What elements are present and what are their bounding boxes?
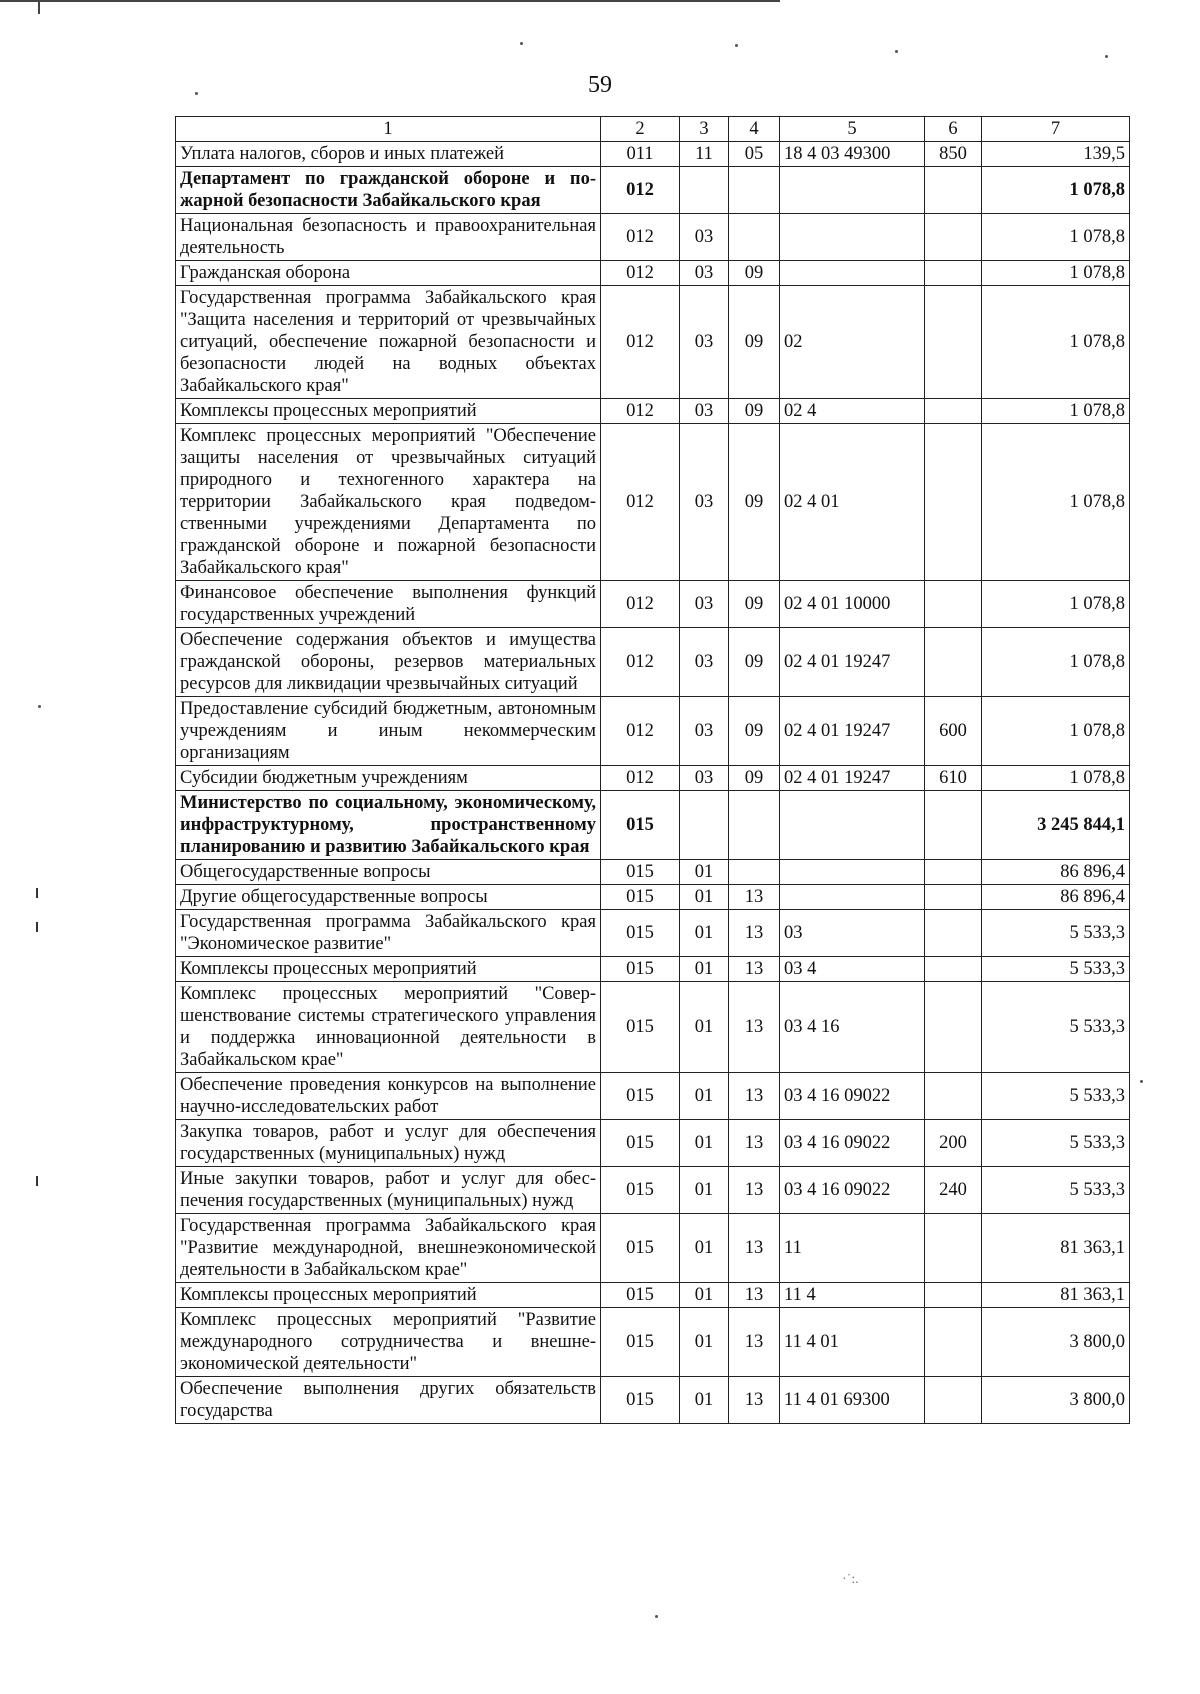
cell-admin-code: 012 bbox=[601, 697, 680, 766]
cell-amount: 3 800,0 bbox=[982, 1308, 1130, 1377]
cell-expense-type: 200 bbox=[925, 1120, 982, 1167]
cell-admin-code: 012 bbox=[601, 214, 680, 261]
cell-expense-type bbox=[925, 791, 982, 860]
cell-section: 03 bbox=[680, 581, 729, 628]
header-col-4: 4 bbox=[729, 117, 780, 142]
cell-section bbox=[680, 167, 729, 214]
header-col-5: 5 bbox=[780, 117, 925, 142]
cell-amount: 1 078,8 bbox=[982, 214, 1130, 261]
cell-amount: 1 078,8 bbox=[982, 424, 1130, 581]
cell-target-article bbox=[780, 791, 925, 860]
cell-admin-code: 012 bbox=[601, 286, 680, 399]
cell-target-article: 02 4 01 bbox=[780, 424, 925, 581]
cell-expense-type bbox=[925, 286, 982, 399]
scan-margin-mark bbox=[36, 1176, 38, 1186]
cell-target-article: 11 4 bbox=[780, 1283, 925, 1308]
scan-top-tick bbox=[38, 0, 40, 14]
table-row bbox=[176, 1120, 1130, 1167]
table-row bbox=[176, 697, 1130, 766]
scan-speck bbox=[895, 50, 898, 53]
cell-expense-type: 610 bbox=[925, 766, 982, 791]
cell-target-article bbox=[780, 860, 925, 885]
cell-amount: 139,5 bbox=[982, 142, 1130, 167]
table-row bbox=[176, 982, 1130, 1073]
scan-smudge: ·˙:. bbox=[842, 1572, 859, 1587]
scan-speck bbox=[735, 44, 738, 47]
cell-amount: 86 896,4 bbox=[982, 860, 1130, 885]
cell-subsection bbox=[729, 167, 780, 214]
cell-target-article: 03 4 16 09022 bbox=[780, 1167, 925, 1214]
cell-section: 01 bbox=[680, 910, 729, 957]
cell-section: 01 bbox=[680, 957, 729, 982]
table-row bbox=[176, 261, 1130, 286]
scan-margin-mark bbox=[36, 922, 38, 932]
cell-section: 01 bbox=[680, 885, 729, 910]
cell-admin-code: 015 bbox=[601, 1167, 680, 1214]
cell-admin-code: 015 bbox=[601, 791, 680, 860]
cell-section: 01 bbox=[680, 1167, 729, 1214]
cell-name: Общегосударственные вопросы bbox=[176, 860, 601, 885]
cell-name: Комплексы процессных мероприятий bbox=[176, 399, 601, 424]
cell-admin-code: 015 bbox=[601, 957, 680, 982]
cell-name: Комплексы процессных мероприятий bbox=[176, 1283, 601, 1308]
scan-top-rule bbox=[0, 0, 780, 2]
cell-amount: 1 078,8 bbox=[982, 581, 1130, 628]
cell-section: 01 bbox=[680, 982, 729, 1073]
cell-target-article: 03 4 16 09022 bbox=[780, 1120, 925, 1167]
table-row bbox=[176, 399, 1130, 424]
cell-amount: 3 245 844,1 bbox=[982, 791, 1130, 860]
cell-name: Обеспечение проведения конкурсов на выполнение научно-исследовательских работ bbox=[176, 1073, 601, 1120]
cell-subsection bbox=[729, 860, 780, 885]
cell-section: 03 bbox=[680, 628, 729, 697]
cell-name: Государственная программа Забайкальского края "Защита населения и территорий от чрезвычайных ситуаций, обеспечение пожарной безопасности и безопасности людей на водных объектах Забайкальского края" bbox=[176, 286, 601, 399]
cell-name: Уплата налогов, сборов и иных платежей bbox=[176, 142, 601, 167]
table-row bbox=[176, 1377, 1130, 1424]
cell-subsection bbox=[729, 791, 780, 860]
cell-expense-type: 240 bbox=[925, 1167, 982, 1214]
cell-amount: 1 078,8 bbox=[982, 286, 1130, 399]
cell-subsection: 13 bbox=[729, 1308, 780, 1377]
cell-name: Комплекс процессных мероприятий "Совершенствование системы стратегического управления и поддержка инновационной деятельности в Забайкальском крае" bbox=[176, 982, 601, 1073]
cell-expense-type bbox=[925, 628, 982, 697]
cell-expense-type bbox=[925, 1214, 982, 1283]
cell-amount: 5 533,3 bbox=[982, 1167, 1130, 1214]
cell-expense-type bbox=[925, 910, 982, 957]
cell-admin-code: 012 bbox=[601, 766, 680, 791]
cell-target-article: 02 4 01 10000 bbox=[780, 581, 925, 628]
cell-subsection: 13 bbox=[729, 910, 780, 957]
cell-amount: 5 533,3 bbox=[982, 982, 1130, 1073]
cell-admin-code: 011 bbox=[601, 142, 680, 167]
cell-expense-type bbox=[925, 214, 982, 261]
table-row bbox=[176, 1283, 1130, 1308]
cell-name: Комплексы процессных мероприятий bbox=[176, 957, 601, 982]
cell-amount: 5 533,3 bbox=[982, 1120, 1130, 1167]
budget-table bbox=[175, 116, 1130, 1424]
cell-name: Департамент по гражданской обороне и пожарной безопасности Забайкальского края bbox=[176, 167, 601, 214]
cell-name: Комплекс процессных мероприятий "Обеспечение защиты населения от чрезвычайных ситуаций природного и техногенного характера на территории Забайкальского края подведомственными учреждениями Департамента по гражданской обороне и пожарной безопасности Забайкальского края" bbox=[176, 424, 601, 581]
table-row bbox=[176, 628, 1130, 697]
cell-section: 01 bbox=[680, 1073, 729, 1120]
table-row bbox=[176, 1073, 1130, 1120]
cell-section: 03 bbox=[680, 214, 729, 261]
table-row bbox=[176, 1308, 1130, 1377]
table-row bbox=[176, 581, 1130, 628]
header-col-7: 7 bbox=[982, 117, 1130, 142]
cell-section: 01 bbox=[680, 860, 729, 885]
table-row bbox=[176, 860, 1130, 885]
cell-section: 01 bbox=[680, 1120, 729, 1167]
cell-section: 01 bbox=[680, 1214, 729, 1283]
cell-target-article: 11 4 01 69300 bbox=[780, 1377, 925, 1424]
table-row bbox=[176, 1167, 1130, 1214]
cell-subsection: 09 bbox=[729, 424, 780, 581]
cell-admin-code: 015 bbox=[601, 1214, 680, 1283]
cell-target-article: 18 4 03 49300 bbox=[780, 142, 925, 167]
scan-speck bbox=[1140, 1080, 1143, 1083]
cell-admin-code: 012 bbox=[601, 628, 680, 697]
cell-amount: 1 078,8 bbox=[982, 399, 1130, 424]
cell-target-article: 03 4 bbox=[780, 957, 925, 982]
cell-target-article: 02 4 bbox=[780, 399, 925, 424]
cell-amount: 1 078,8 bbox=[982, 261, 1130, 286]
cell-subsection: 05 bbox=[729, 142, 780, 167]
cell-target-article: 02 4 01 19247 bbox=[780, 766, 925, 791]
cell-expense-type bbox=[925, 957, 982, 982]
cell-admin-code: 012 bbox=[601, 167, 680, 214]
cell-amount: 86 896,4 bbox=[982, 885, 1130, 910]
cell-target-article: 03 4 16 09022 bbox=[780, 1073, 925, 1120]
page-number: 59 bbox=[588, 72, 612, 98]
cell-subsection: 13 bbox=[729, 885, 780, 910]
cell-expense-type bbox=[925, 167, 982, 214]
cell-admin-code: 015 bbox=[601, 1073, 680, 1120]
cell-amount: 5 533,3 bbox=[982, 1073, 1130, 1120]
cell-subsection: 09 bbox=[729, 399, 780, 424]
cell-name: Обеспечение содержания объектов и имущества гражданской обороны, резервов материальных ресурсов для ликвидации чрезвычайных ситуаций bbox=[176, 628, 601, 697]
cell-subsection: 13 bbox=[729, 1283, 780, 1308]
cell-admin-code: 015 bbox=[601, 910, 680, 957]
cell-amount: 5 533,3 bbox=[982, 910, 1130, 957]
table-row bbox=[176, 286, 1130, 399]
table-row bbox=[176, 214, 1130, 261]
cell-expense-type bbox=[925, 1377, 982, 1424]
cell-expense-type bbox=[925, 399, 982, 424]
table-row bbox=[176, 142, 1130, 167]
cell-subsection: 09 bbox=[729, 766, 780, 791]
cell-expense-type bbox=[925, 1308, 982, 1377]
cell-amount: 1 078,8 bbox=[982, 167, 1130, 214]
cell-target-article bbox=[780, 261, 925, 286]
cell-name: Иные закупки товаров, работ и услуг для обеспечения государственных (муниципальных) нужд bbox=[176, 1167, 601, 1214]
cell-expense-type bbox=[925, 885, 982, 910]
cell-section: 01 bbox=[680, 1308, 729, 1377]
table-row bbox=[176, 167, 1130, 214]
scan-speck bbox=[520, 42, 523, 45]
cell-expense-type bbox=[925, 1283, 982, 1308]
table-row bbox=[176, 957, 1130, 982]
cell-name: Государственная программа Забайкальского края "Экономическое развитие" bbox=[176, 910, 601, 957]
cell-section: 01 bbox=[680, 1377, 729, 1424]
header-col-6: 6 bbox=[925, 117, 982, 142]
cell-name: Комплекс процессных мероприятий "Развитие международного сотрудничества и внешнеэкономической деятельности" bbox=[176, 1308, 601, 1377]
cell-amount: 1 078,8 bbox=[982, 628, 1130, 697]
cell-amount: 1 078,8 bbox=[982, 766, 1130, 791]
scan-margin-mark bbox=[36, 888, 38, 898]
cell-subsection: 09 bbox=[729, 697, 780, 766]
cell-name: Субсидии бюджетным учреждениям bbox=[176, 766, 601, 791]
scan-speck bbox=[655, 1615, 658, 1618]
cell-expense-type bbox=[925, 261, 982, 286]
cell-subsection: 13 bbox=[729, 1120, 780, 1167]
header-col-3: 3 bbox=[680, 117, 729, 142]
table-body bbox=[176, 117, 1130, 1424]
cell-amount: 3 800,0 bbox=[982, 1377, 1130, 1424]
cell-target-article: 02 4 01 19247 bbox=[780, 628, 925, 697]
cell-expense-type bbox=[925, 581, 982, 628]
cell-admin-code: 015 bbox=[601, 1377, 680, 1424]
cell-admin-code: 015 bbox=[601, 982, 680, 1073]
cell-name: Обеспечение выполнения других обязательств государства bbox=[176, 1377, 601, 1424]
cell-name: Закупка товаров, работ и услуг для обеспечения государственных (муниципальных) нужд bbox=[176, 1120, 601, 1167]
header-col-2: 2 bbox=[601, 117, 680, 142]
cell-name: Гражданская оборона bbox=[176, 261, 601, 286]
cell-subsection: 13 bbox=[729, 957, 780, 982]
cell-section: 01 bbox=[680, 1283, 729, 1308]
cell-name: Государственная программа Забайкальского края "Развитие международной, внешнеэкономической деятельности в Забайкальском крае" bbox=[176, 1214, 601, 1283]
cell-name: Другие общегосударственные вопросы bbox=[176, 885, 601, 910]
cell-admin-code: 012 bbox=[601, 424, 680, 581]
cell-name: Финансовое обеспечение выполнения функций государственных учреждений bbox=[176, 581, 601, 628]
table-row bbox=[176, 791, 1130, 860]
cell-target-article bbox=[780, 214, 925, 261]
scan-speck bbox=[38, 705, 41, 708]
cell-amount: 81 363,1 bbox=[982, 1214, 1130, 1283]
cell-target-article: 02 bbox=[780, 286, 925, 399]
cell-subsection: 09 bbox=[729, 286, 780, 399]
cell-admin-code: 012 bbox=[601, 261, 680, 286]
scan-speck bbox=[195, 92, 198, 95]
cell-target-article bbox=[780, 885, 925, 910]
cell-admin-code: 015 bbox=[601, 1120, 680, 1167]
cell-admin-code: 015 bbox=[601, 885, 680, 910]
cell-expense-type: 600 bbox=[925, 697, 982, 766]
cell-name: Министерство по социальному, экономическому, инфраструктурному, пространственному планированию и развитию Забайкальского края bbox=[176, 791, 601, 860]
cell-name: Предоставление субсидий бюджетным, автономным учреждениям и иным некоммерческим организациям bbox=[176, 697, 601, 766]
cell-amount: 1 078,8 bbox=[982, 697, 1130, 766]
cell-target-article bbox=[780, 167, 925, 214]
cell-admin-code: 012 bbox=[601, 581, 680, 628]
table-row bbox=[176, 885, 1130, 910]
cell-section: 03 bbox=[680, 424, 729, 581]
cell-target-article: 03 bbox=[780, 910, 925, 957]
table-row bbox=[176, 424, 1130, 581]
cell-expense-type: 850 bbox=[925, 142, 982, 167]
cell-section: 03 bbox=[680, 697, 729, 766]
cell-expense-type bbox=[925, 982, 982, 1073]
cell-expense-type bbox=[925, 860, 982, 885]
cell-target-article: 03 4 16 bbox=[780, 982, 925, 1073]
cell-section: 03 bbox=[680, 261, 729, 286]
cell-section bbox=[680, 791, 729, 860]
cell-subsection: 13 bbox=[729, 1167, 780, 1214]
cell-subsection bbox=[729, 214, 780, 261]
cell-admin-code: 015 bbox=[601, 860, 680, 885]
cell-admin-code: 015 bbox=[601, 1308, 680, 1377]
cell-section: 03 bbox=[680, 766, 729, 791]
cell-subsection: 09 bbox=[729, 628, 780, 697]
table-row bbox=[176, 766, 1130, 791]
table-row bbox=[176, 910, 1130, 957]
cell-section: 03 bbox=[680, 286, 729, 399]
cell-subsection: 09 bbox=[729, 581, 780, 628]
cell-admin-code: 012 bbox=[601, 399, 680, 424]
cell-target-article: 02 4 01 19247 bbox=[780, 697, 925, 766]
cell-section: 03 bbox=[680, 399, 729, 424]
cell-target-article: 11 4 01 bbox=[780, 1308, 925, 1377]
cell-subsection: 13 bbox=[729, 1377, 780, 1424]
cell-admin-code: 015 bbox=[601, 1283, 680, 1308]
cell-subsection: 09 bbox=[729, 261, 780, 286]
cell-subsection: 13 bbox=[729, 1214, 780, 1283]
header-col-1: 1 bbox=[176, 117, 601, 142]
cell-expense-type bbox=[925, 1073, 982, 1120]
scan-speck bbox=[1105, 55, 1108, 58]
table-header-row bbox=[176, 117, 1130, 142]
table-row bbox=[176, 1214, 1130, 1283]
cell-section: 11 bbox=[680, 142, 729, 167]
cell-amount: 5 533,3 bbox=[982, 957, 1130, 982]
cell-amount: 81 363,1 bbox=[982, 1283, 1130, 1308]
cell-subsection: 13 bbox=[729, 982, 780, 1073]
cell-expense-type bbox=[925, 424, 982, 581]
cell-target-article: 11 bbox=[780, 1214, 925, 1283]
cell-subsection: 13 bbox=[729, 1073, 780, 1120]
cell-name: Национальная безопасность и правоохранительная деятельность bbox=[176, 214, 601, 261]
